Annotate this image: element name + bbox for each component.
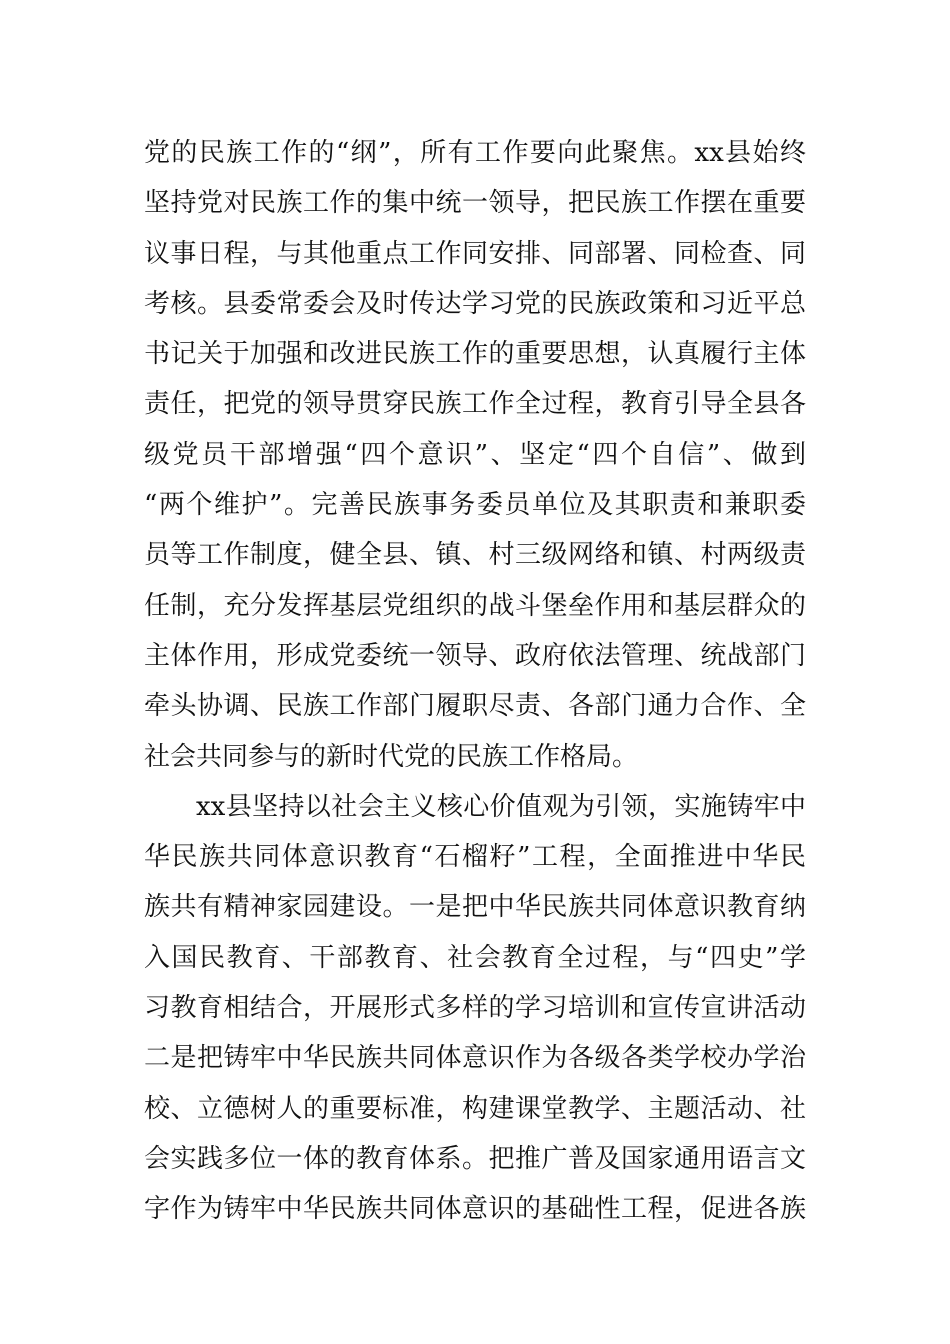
text-line: 任制，充分发挥基层党组织的战斗堡垒作用和基层群众的: [144, 590, 806, 621]
text-line: “两个维护”。完善民族事务委员单位及其职责和兼职委: [144, 490, 806, 521]
text-line: 社会共同参与的新时代党的民族工作格局。: [144, 741, 639, 772]
text-line: 族共有精神家园建设。一是把中华民族共同体意识教育纳: [144, 892, 806, 923]
text-line: 坚持党对民族工作的集中统一领导，把民族工作摆在重要: [144, 188, 806, 219]
text-line: 党的民族工作的“纲”，所有工作要向此聚焦。xx县始终: [144, 138, 806, 168]
text-line: 主体作用，形成党委统一领导、政府依法管理、统战部门: [144, 640, 806, 671]
text-line: xx县坚持以社会主义核心价值观为引领，实施铸牢中: [196, 791, 806, 822]
text-line: 牵头协调、民族工作部门履职尽责、各部门通力合作、全: [144, 691, 806, 722]
text-line: 议事日程，与其他重点工作同安排、同部署、同检查、同: [144, 238, 806, 269]
text-line: 入国民教育、干部教育、社会教育全过程，与“四史”学: [144, 942, 806, 973]
document-body: [144, 128, 806, 1235]
paragraph: [144, 128, 806, 782]
text-line: 书记关于加强和改进民族工作的重要思想，认真履行主体: [144, 339, 806, 370]
text-line: 考核。县委常委会及时传达学习党的民族政策和习近平总: [144, 288, 806, 319]
text-line: 员等工作制度，健全县、镇、村三级网络和镇、村两级责: [144, 540, 806, 571]
text-line: 级党员干部增强“四个意识”、坚定“四个自信”、做到: [144, 439, 806, 470]
text-line: 二是把铸牢中华民族共同体意识作为各级各类学校办学治: [144, 1043, 806, 1074]
text-line: 校、立德树人的重要标准，构建课堂教学、主题活动、社: [144, 1093, 806, 1124]
text-line: 字作为铸牢中华民族共同体意识的基础性工程，促进各族: [144, 1194, 806, 1225]
paragraph: [144, 782, 806, 1235]
text-line: 责任，把党的领导贯穿民族工作全过程，教育引导全县各: [144, 389, 806, 420]
text-line: 华民族共同体意识教育“石榴籽”工程，全面推进中华民: [144, 842, 806, 873]
text-line: 习教育相结合，开展形式多样的学习培训和宣传宣讲活动: [144, 993, 806, 1024]
text-line: 会实践多位一体的教育体系。把推广普及国家通用语言文: [144, 1143, 806, 1174]
